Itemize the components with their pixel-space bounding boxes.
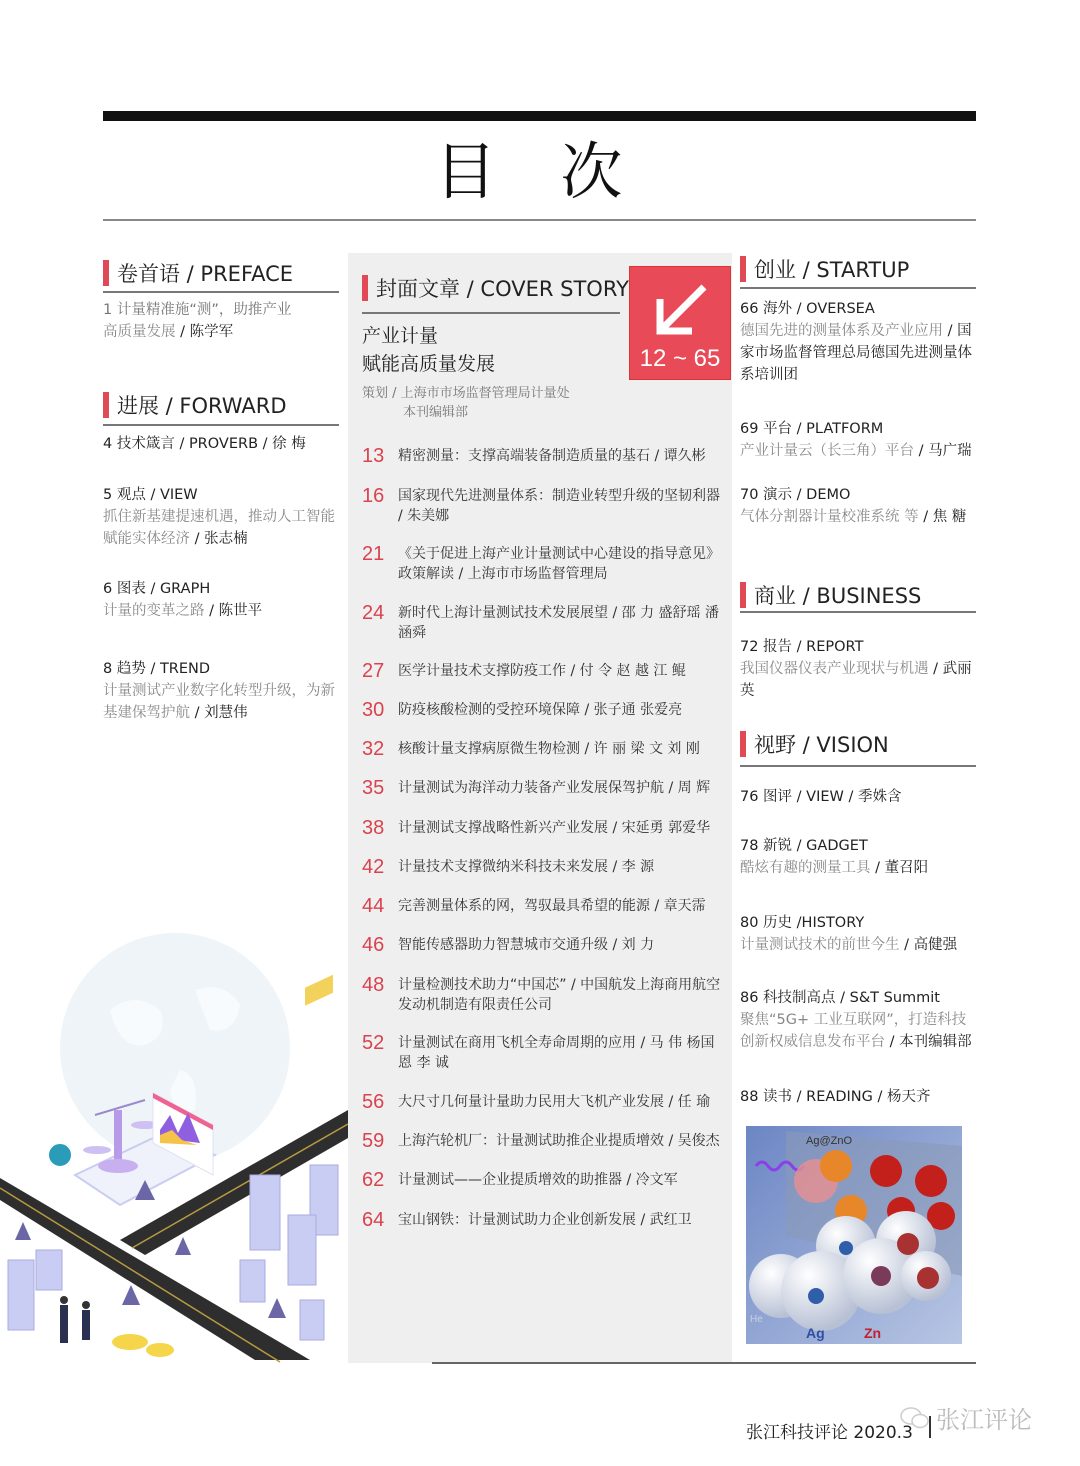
section-header-preface: [103, 258, 293, 288]
toc-entry[interactable]: [740, 912, 978, 956]
entry-heading: 1 计量精准施“测”，助推产业: [103, 302, 292, 318]
entry-heading: 8 趋势 / TREND: [103, 661, 211, 677]
toc-entry[interactable]: [103, 484, 341, 550]
article-page: 52: [362, 1032, 385, 1054]
section-title: 卷首语 / PREFACE: [117, 262, 294, 286]
article-entry[interactable]: [362, 544, 724, 584]
toc-entry[interactable]: [740, 987, 978, 1053]
metrology-city-illustration: [0, 930, 348, 1370]
article-page: 42: [362, 856, 385, 878]
entry-description: 酷炫有趣的测量工具: [740, 860, 871, 876]
section-header-startup: [740, 254, 909, 284]
title-divider: [103, 219, 976, 221]
cover-title-line: 产业计量: [362, 325, 439, 347]
section-title: 进展 / FORWARD: [117, 394, 287, 418]
entry-author: / 董召阳: [870, 860, 929, 876]
entry-heading: 72 报告 / REPORT: [740, 639, 864, 655]
section-header-forward: [103, 390, 287, 420]
toc-entry[interactable]: [740, 636, 978, 702]
entry-heading: 4 技术箴言 / PROVERB / 徐 梅: [103, 436, 306, 452]
accent-bar: [740, 256, 746, 282]
article-title: 防疫核酸检测的受控环境保障 / 张子通 张爱亮: [398, 702, 683, 718]
article-page: 46: [362, 934, 385, 956]
accent-bar: [740, 731, 746, 757]
article-title: 完善测量体系的网，驾驭最具希望的能源 / 章天霈: [398, 898, 706, 914]
section-title: 封面文章 / COVER STORY: [376, 277, 629, 301]
article-title: 大尺寸几何量计量助力民用大飞机产业发展 / 任 瑜: [398, 1094, 711, 1110]
article-entry[interactable]: [362, 896, 724, 916]
toc-entry[interactable]: [103, 433, 341, 455]
entry-author: / 刘慧伟: [190, 705, 248, 721]
entry-author: / 焦 糖: [918, 509, 967, 525]
nanoparticle-cover-image: [746, 1126, 962, 1344]
article-title: 宝山钢铁：计量测试助力企业创新发展 / 武红卫: [398, 1212, 692, 1228]
article-page: 64: [362, 1209, 385, 1231]
article-page: 24: [362, 602, 385, 624]
section-divider: [740, 287, 976, 289]
accent-bar: [103, 260, 109, 286]
svg-text:He: He: [750, 1314, 763, 1325]
svg-text:Zn: Zn: [864, 1325, 882, 1341]
section-divider: [740, 611, 976, 613]
article-entry[interactable]: [362, 1131, 724, 1151]
toc-entry[interactable]: [103, 578, 341, 622]
entry-author: / 陈世平: [204, 603, 263, 619]
toc-entry[interactable]: [103, 299, 341, 343]
article-entry[interactable]: [362, 1033, 724, 1073]
watermark-text: 张江评论: [936, 1406, 1032, 1434]
wechat-watermark: [900, 1400, 1032, 1435]
section-divider: [103, 424, 339, 426]
article-title: 《关于促进上海产业计量测试中心建设的指导意见》政策解读 / 上海市市场监督管理局: [398, 546, 720, 582]
entry-heading: 70 演示 / DEMO: [740, 487, 851, 503]
article-page: 27: [362, 660, 385, 682]
article-page: 44: [362, 895, 385, 917]
entry-author: / 国家市场监督管理总局德国先进测量体系培训团: [740, 323, 972, 383]
section-divider: [740, 765, 976, 767]
article-page: 59: [362, 1130, 385, 1152]
section-header-cover-story: [362, 273, 629, 303]
article-entry[interactable]: [362, 486, 724, 526]
article-page: 56: [362, 1091, 385, 1113]
svg-text:Ag@ZnO: Ag@ZnO: [806, 1135, 853, 1147]
credit-line: 本刊编辑部: [403, 405, 469, 420]
article-entry[interactable]: [362, 1092, 724, 1112]
entry-author: / 张志楠: [190, 531, 248, 547]
article-entry[interactable]: [362, 1170, 724, 1190]
magazine-issue: 张江科技评论 2020.3: [746, 1423, 913, 1443]
cover-title-line: 赋能高质量发展: [362, 353, 496, 375]
entry-author: / 武丽英: [740, 661, 972, 699]
toc-entry[interactable]: [740, 484, 978, 528]
article-title: 精密测量：支撑高端装备制造质量的基石 / 谭久彬: [398, 448, 706, 464]
entry-description: 抓住新基建提速机遇，推动人工智能赋能实体经济: [103, 509, 335, 547]
toc-entry[interactable]: [103, 658, 341, 724]
entry-heading: 5 观点 / VIEW: [103, 487, 198, 503]
article-entry[interactable]: [362, 857, 724, 877]
article-entry[interactable]: [362, 739, 724, 759]
entry-description: 计量的变革之路: [103, 603, 205, 619]
entry-heading: 69 平台 / PLATFORM: [740, 421, 884, 437]
entry-author: / 高健强: [899, 937, 958, 953]
article-page: 16: [362, 485, 385, 507]
article-title: 计量检测技术助力“中国芯” / 中国航发上海商用航空发动机制造有限责任公司: [398, 977, 721, 1013]
section-header-business: [740, 580, 921, 610]
toc-entry[interactable]: [740, 298, 978, 386]
bottom-divider: [432, 1362, 976, 1364]
accent-bar: [740, 582, 746, 608]
cover-story-title[interactable]: [362, 322, 495, 378]
page-footer: [746, 1418, 913, 1443]
top-rule: [103, 111, 976, 121]
article-entry[interactable]: [362, 935, 724, 955]
article-page: 48: [362, 974, 385, 996]
accent-bar: [362, 275, 368, 301]
section-header-vision: [740, 729, 889, 759]
article-title: 计量测试——企业提质增效的助推器 / 冷文军: [398, 1172, 678, 1188]
section-divider: [103, 291, 339, 293]
article-title: 计量测试为海洋动力装备产业发展保驾护航 / 周 辉: [398, 780, 711, 796]
article-title: 新时代上海计量测试技术发展展望 / 邵 力 盛舒瑶 潘涵舜: [398, 605, 719, 641]
page-range: 12 ~ 65: [639, 345, 721, 372]
toc-entry[interactable]: [740, 418, 978, 462]
toc-entry[interactable]: [740, 835, 978, 879]
section-title: 视野 / VISION: [754, 733, 889, 757]
article-page: 30: [362, 699, 385, 721]
entry-heading: 88 读书 / READING / 杨天齐: [740, 1089, 931, 1105]
article-title: 国家现代先进测量体系：制造业转型升级的坚韧利器 / 朱美娜: [398, 488, 720, 524]
arrow-down-left-icon: [652, 281, 710, 339]
article-entry[interactable]: [362, 975, 724, 1015]
entry-description: 高质量发展: [103, 324, 176, 340]
entry-author: / 马广瑞: [914, 443, 972, 459]
article-title: 计量测试支撑战略性新兴产业发展 / 宋延勇 郭爱华: [398, 820, 711, 836]
article-page: 38: [362, 817, 385, 839]
article-page: 32: [362, 738, 385, 760]
svg-text:Ag: Ag: [806, 1325, 825, 1341]
article-title: 医学计量技术支撑防疫工作 / 付 令 赵 越 江 鲲: [398, 663, 686, 679]
entry-description: 我国仪器仪表产业现状与机遇: [740, 661, 929, 677]
section-divider: [362, 312, 620, 314]
entry-heading: 78 新锐 / GADGET: [740, 838, 868, 854]
section-title: 创业 / STARTUP: [754, 258, 910, 282]
article-page: 21: [362, 543, 385, 565]
entry-heading: 86 科技制高点 / S&T Summit: [740, 990, 940, 1006]
toc-entry[interactable]: [740, 1086, 978, 1108]
entry-heading: 6 图表 / GRAPH: [103, 581, 211, 597]
entry-heading: 80 历史 /HISTORY: [740, 915, 865, 931]
entry-heading: 66 海外 / OVERSEA: [740, 301, 875, 317]
section-title: 商业 / BUSINESS: [754, 584, 922, 608]
toc-entry[interactable]: [740, 786, 978, 808]
article-entry[interactable]: [362, 661, 724, 681]
page-range-badge: [629, 266, 731, 380]
entry-description: 德国先进的测量体系及产业应用: [740, 323, 943, 339]
entry-description: 聚焦“5G+ 工业互联网”，打造科技创新权威信息发布平台: [740, 1012, 967, 1050]
accent-bar: [103, 392, 109, 418]
entry-description: 产业计量云（长三角）平台: [740, 443, 914, 459]
entry-heading: 76 图评 / VIEW / 季姝含: [740, 789, 902, 805]
entry-description: 计量测试技术的前世今生: [740, 937, 900, 953]
article-entry[interactable]: [362, 818, 724, 838]
article-page: 13: [362, 445, 385, 467]
article-title: 核酸计量支撑病原微生物检测 / 许 丽 梁 文 刘 刚: [398, 741, 700, 757]
article-page: 62: [362, 1169, 385, 1191]
page-title: 目 次: [434, 135, 645, 208]
wechat-icon: [900, 1407, 930, 1429]
entry-author: / 陈学军: [175, 324, 234, 340]
article-title: 计量技术支撑微纳米科技未来发展 / 李 源: [398, 859, 655, 875]
entry-description: 气体分割器计量校准系统 等: [740, 509, 919, 525]
entry-description: 计量测试产业数字化转型升级，为新基建保驾护航: [103, 683, 335, 721]
article-title: 上海汽轮机厂：计量测试助推企业提质增效 / 吴俊杰: [398, 1133, 720, 1149]
entry-author: / 本刊编辑部: [885, 1034, 972, 1050]
article-entry[interactable]: [362, 1210, 724, 1230]
article-entry[interactable]: [362, 603, 724, 643]
article-entry[interactable]: [362, 700, 724, 720]
credit-line: 策划 / 上海市市场监督管理局计量处: [362, 386, 570, 401]
article-entry[interactable]: [362, 446, 724, 466]
article-title: 计量测试在商用飞机全寿命周期的应用 / 马 伟 杨国恩 李 诚: [398, 1035, 715, 1071]
cover-story-credit: [362, 384, 570, 422]
article-page: 35: [362, 777, 385, 799]
article-title: 智能传感器助力智慧城市交通升级 / 刘 力: [398, 937, 655, 953]
article-entry[interactable]: [362, 778, 724, 798]
